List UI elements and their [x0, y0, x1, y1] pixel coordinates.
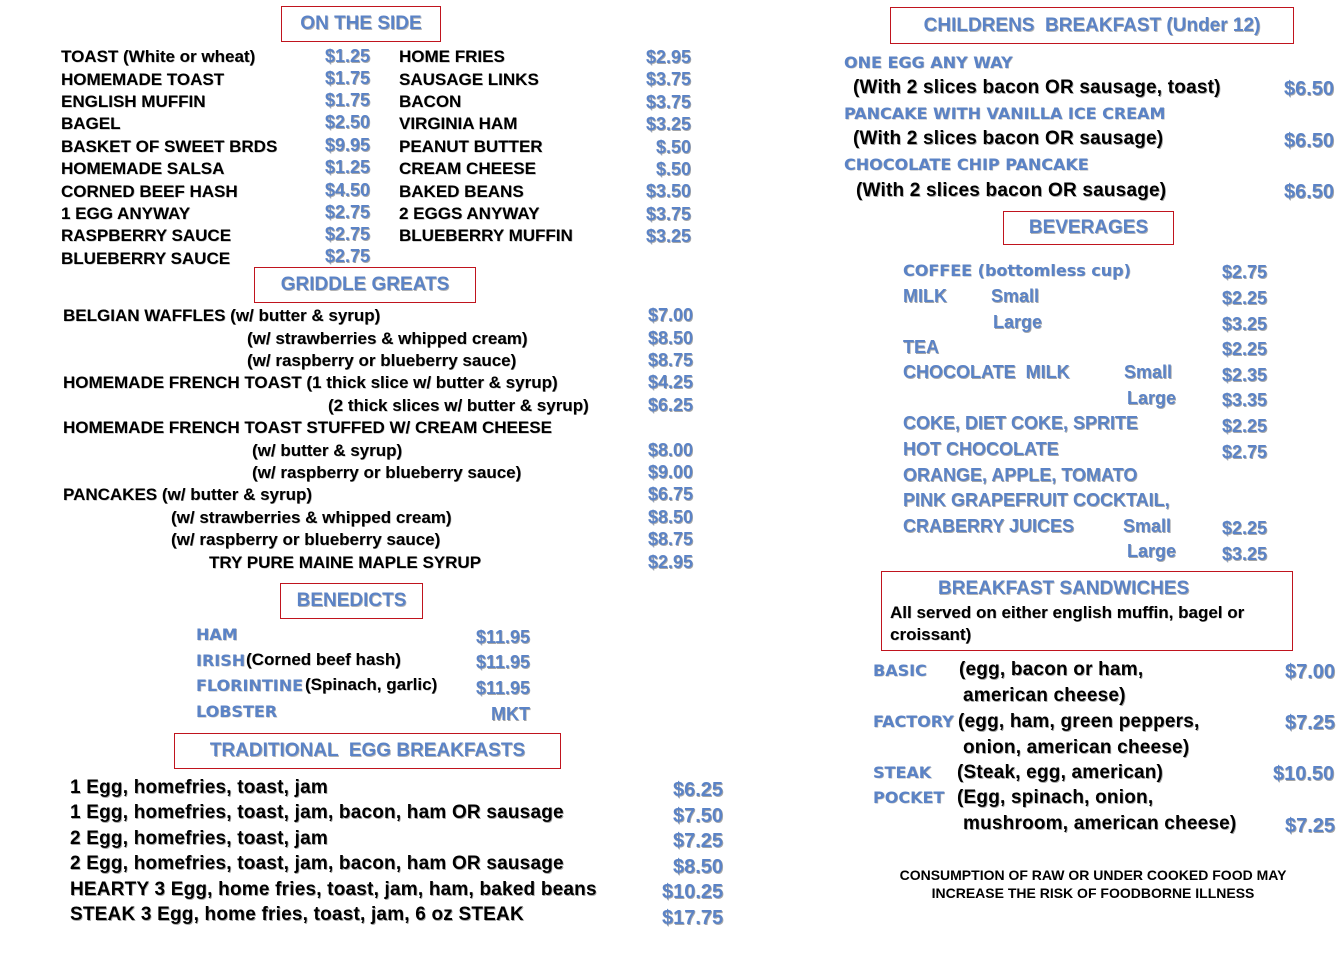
- side-item-name: HOMEMADE TOAST: [61, 70, 225, 89]
- beverage-coffee: COFFEE (bottomless cup): [903, 261, 1131, 280]
- childrens-item-name: PANCAKE WITH VANILLA ICE CREAM: [844, 104, 1166, 123]
- beverage-hot-chocolate: HOT CHOCOLATE: [903, 439, 1059, 459]
- griddle-item: (w/ raspberry or blueberry sauce): [252, 463, 522, 482]
- traditional-item: HEARTY 3 Egg, home fries, toast, jam, ham, baked beans: [70, 879, 597, 900]
- sandwiches-heading-box: [881, 571, 1293, 651]
- traditional-item: 1 Egg, homefries, toast, jam, bacon, ham OR sausage: [70, 802, 564, 823]
- sandwich-name: FACTORY: [873, 712, 954, 731]
- side-item-name: PEANUT BUTTER: [399, 137, 543, 156]
- side-item-price: $.50: [655, 159, 691, 179]
- sandwich-name: POCKET: [873, 788, 945, 807]
- side-item-price: $1.25: [325, 157, 371, 177]
- disclaimer-line-2: INCREASE THE RISK OF FOODBORNE ILLNESS: [931, 885, 1255, 901]
- traditional-price: $17.75: [662, 907, 724, 929]
- griddle-item: (w/ raspberry or blueberry sauce): [171, 530, 441, 549]
- side-item-name: BAKED BEANS: [399, 182, 524, 201]
- benedict-name: FLORINTINE: [196, 676, 304, 695]
- beverage-size-small: Small: [1124, 362, 1173, 382]
- side-item-name: BACON: [399, 92, 462, 111]
- griddle-item: (w/ strawberries & whipped cream): [171, 508, 452, 527]
- griddle-item: TRY PURE MAINE MAPLE SYRUP: [209, 553, 482, 572]
- beverages-heading: BEVERAGES: [1003, 211, 1174, 245]
- side-item-name: RASPBERRY SAUCE: [61, 226, 232, 245]
- traditional-price: $6.25: [673, 779, 724, 801]
- beverage-size-small: Small: [991, 286, 1040, 306]
- beverage-price: $2.25: [1222, 518, 1268, 538]
- beverage-price: $2.25: [1222, 288, 1268, 308]
- side-item-price: $3.25: [645, 114, 691, 134]
- griddle-item: HOMEMADE FRENCH TOAST (1 thick slice w/ butter & syrup): [63, 373, 558, 392]
- sandwiches-heading: BREAKFAST SANDWICHES: [938, 578, 1190, 599]
- griddle-price: $8.50: [647, 328, 693, 348]
- beverage-milk: MILK: [903, 286, 947, 306]
- side-item-name: ENGLISH MUFFIN: [61, 92, 206, 111]
- side-item-price: $4.50: [325, 180, 371, 200]
- childrens-breakfast-heading: CHILDRENS BREAKFAST (Under 12): [890, 7, 1294, 44]
- griddle-item: HOMEMADE FRENCH TOAST STUFFED W/ CREAM CHEESE: [63, 418, 552, 437]
- childrens-item-price: $6.50: [1284, 130, 1335, 152]
- beverage-size-large: Large: [1127, 388, 1177, 408]
- side-item-name: 1 EGG ANYWAY: [61, 204, 191, 223]
- sandwich-name: BASIC: [873, 661, 927, 680]
- griddle-price: $2.95: [647, 552, 693, 572]
- beverage-price: $3.35: [1222, 390, 1268, 410]
- griddle-item: (w/ raspberry or blueberry sauce): [247, 351, 517, 370]
- traditional-price: $8.50: [673, 856, 724, 878]
- traditional-price: $7.25: [673, 830, 724, 852]
- beverage-price: $3.25: [1222, 544, 1268, 564]
- side-item-name: BLUEBERRY MUFFIN: [399, 226, 573, 245]
- side-item-price: $1.25: [325, 46, 371, 66]
- benedict-name: LOBSTER: [196, 702, 278, 721]
- childrens-item-name: ONE EGG ANY WAY: [844, 53, 1013, 72]
- griddle-greats-heading: GRIDDLE GREATS: [254, 267, 476, 303]
- sandwich-name: STEAK: [873, 763, 932, 782]
- benedict-detail: (Spinach, garlic): [305, 675, 438, 694]
- traditional-item: 2 Egg, homefries, toast, jam: [70, 828, 328, 849]
- griddle-item: PANCAKES (w/ butter & syrup): [63, 485, 313, 504]
- side-item-price: $3.50: [645, 181, 691, 201]
- side-item-price: $3.75: [645, 92, 691, 112]
- griddle-price: $8.50: [647, 507, 693, 527]
- side-item-name: CORNED BEEF HASH: [61, 182, 238, 201]
- sandwich-price: $10.50: [1273, 763, 1335, 785]
- side-item-price: $3.25: [645, 226, 691, 246]
- benedict-price: MKT: [491, 704, 530, 724]
- childrens-item-desc: (With 2 slices bacon OR sausage): [856, 180, 1167, 201]
- griddle-price: $8.75: [647, 350, 693, 370]
- sandwich-desc: (Steak, egg, american): [957, 762, 1164, 783]
- sandwich-desc: (egg, ham, green peppers,: [958, 711, 1200, 732]
- beverage-price: $2.75: [1222, 442, 1268, 462]
- side-item-name: BASKET OF SWEET BRDS: [61, 137, 278, 156]
- side-item-name: BLUEBERRY SAUCE: [61, 249, 231, 268]
- beverage-coke: COKE, DIET COKE, SPRITE: [903, 413, 1139, 433]
- side-item-price: $2.75: [325, 202, 371, 222]
- benedict-price: $11.95: [475, 678, 530, 698]
- beverage-size-large: Large: [1127, 541, 1177, 561]
- benedict-name: HAM: [196, 625, 238, 644]
- side-item-price: $1.75: [325, 68, 371, 88]
- traditional-item: 1 Egg, homefries, toast, jam: [70, 777, 328, 798]
- sandwich-price: $7.25: [1285, 712, 1336, 734]
- beverage-juice-line-3: CRABERRY JUICES: [903, 516, 1075, 536]
- traditional-price: $10.25: [662, 881, 724, 903]
- side-item-name: HOMEMADE SALSA: [61, 159, 225, 178]
- beverage-tea: TEA: [903, 337, 939, 357]
- side-item-name: HOME FRIES: [399, 47, 505, 66]
- griddle-item: (w/ butter & syrup): [252, 441, 403, 460]
- side-item-name: SAUSAGE LINKS: [399, 70, 539, 89]
- childrens-item-desc: (With 2 slices bacon OR sausage): [853, 128, 1164, 149]
- beverage-price: $2.25: [1222, 339, 1268, 359]
- benedict-price: $11.95: [475, 652, 530, 672]
- traditional-price: $7.50: [673, 805, 724, 827]
- benedicts-heading: BENEDICTS: [280, 583, 423, 619]
- sandwich-price: $7.00: [1285, 661, 1336, 683]
- sandwich-desc: (Egg, spinach, onion,: [957, 787, 1154, 808]
- griddle-item: (2 thick slices w/ butter & syrup): [328, 396, 589, 415]
- beverage-price: $2.75: [1222, 262, 1268, 282]
- side-item-price: $2.95: [645, 47, 691, 67]
- side-item-price: $1.75: [325, 90, 371, 110]
- side-item-price: $.50: [655, 137, 691, 157]
- traditional-item: STEAK 3 Egg, home fries, toast, jam, 6 oz STEAK: [70, 904, 524, 925]
- beverage-juice-line-2: PINK GRAPEFRUIT COCKTAIL,: [903, 490, 1170, 510]
- griddle-price: $6.25: [647, 395, 693, 415]
- beverage-juice-line-1: ORANGE, APPLE, TOMATO: [903, 465, 1138, 485]
- side-item-price: $9.95: [325, 135, 371, 155]
- griddle-price: $8.00: [647, 440, 693, 460]
- traditional-item: 2 Egg, homefries, toast, jam, bacon, ham OR sausage: [70, 853, 564, 874]
- beverage-price: $2.35: [1222, 365, 1268, 385]
- griddle-price: $6.75: [647, 484, 693, 504]
- griddle-item: (w/ strawberries & whipped cream): [247, 329, 528, 348]
- side-item-price: $2.75: [325, 224, 371, 244]
- griddle-item: BELGIAN WAFFLES (w/ butter & syrup): [63, 306, 381, 325]
- griddle-price: $7.00: [647, 305, 693, 325]
- sandwich-desc: (egg, bacon or ham,: [959, 659, 1144, 680]
- traditional-heading: TRADITIONAL EGG BREAKFASTS: [174, 733, 561, 769]
- sandwich-desc: onion, american cheese): [963, 737, 1190, 758]
- on-the-side-heading: ON THE SIDE: [281, 6, 441, 42]
- benedict-detail: (Corned beef hash): [246, 650, 401, 669]
- griddle-price: $8.75: [647, 529, 693, 549]
- beverage-size-large: Large: [993, 312, 1043, 332]
- side-item-price: $3.75: [645, 204, 691, 224]
- sandwich-desc: american cheese): [963, 685, 1126, 706]
- beverage-size-small: Small: [1123, 516, 1172, 536]
- side-item-name: 2 EGGS ANYWAY: [399, 204, 540, 223]
- disclaimer-line-1: CONSUMPTION OF RAW OR UNDER COOKED FOOD MAY: [899, 867, 1287, 883]
- childrens-item-name: CHOCOLATE CHIP PANCAKE: [844, 155, 1089, 174]
- childrens-item-price: $6.50: [1284, 78, 1335, 100]
- beverage-price: $2.25: [1222, 416, 1268, 436]
- sandwiches-subtitle-line-1: All served on either english muffin, bagel or: [890, 603, 1245, 622]
- benedict-name: IRISH: [196, 651, 246, 670]
- side-item-name: BAGEL: [61, 114, 121, 133]
- griddle-price: $9.00: [647, 462, 693, 482]
- side-item-name: TOAST (White or wheat): [61, 47, 256, 66]
- side-item-name: CREAM CHEESE: [399, 159, 536, 178]
- side-item-price: $2.50: [325, 112, 371, 132]
- sandwiches-subtitle-line-2: croissant): [890, 625, 972, 644]
- side-item-price: $3.75: [645, 69, 691, 89]
- sandwich-price: $7.25: [1285, 815, 1336, 837]
- childrens-item-price: $6.50: [1284, 181, 1335, 203]
- side-item-price: $2.75: [325, 246, 371, 266]
- side-item-name: VIRGINIA HAM: [399, 114, 518, 133]
- beverage-price: $3.25: [1222, 314, 1268, 334]
- beverage-chocolate-milk: CHOCOLATE MILK: [903, 362, 1070, 382]
- sandwich-desc: mushroom, american cheese): [963, 813, 1237, 834]
- childrens-item-desc: (With 2 slices bacon OR sausage, toast): [853, 77, 1221, 98]
- griddle-price: $4.25: [647, 372, 693, 392]
- benedict-price: $11.95: [475, 627, 530, 647]
